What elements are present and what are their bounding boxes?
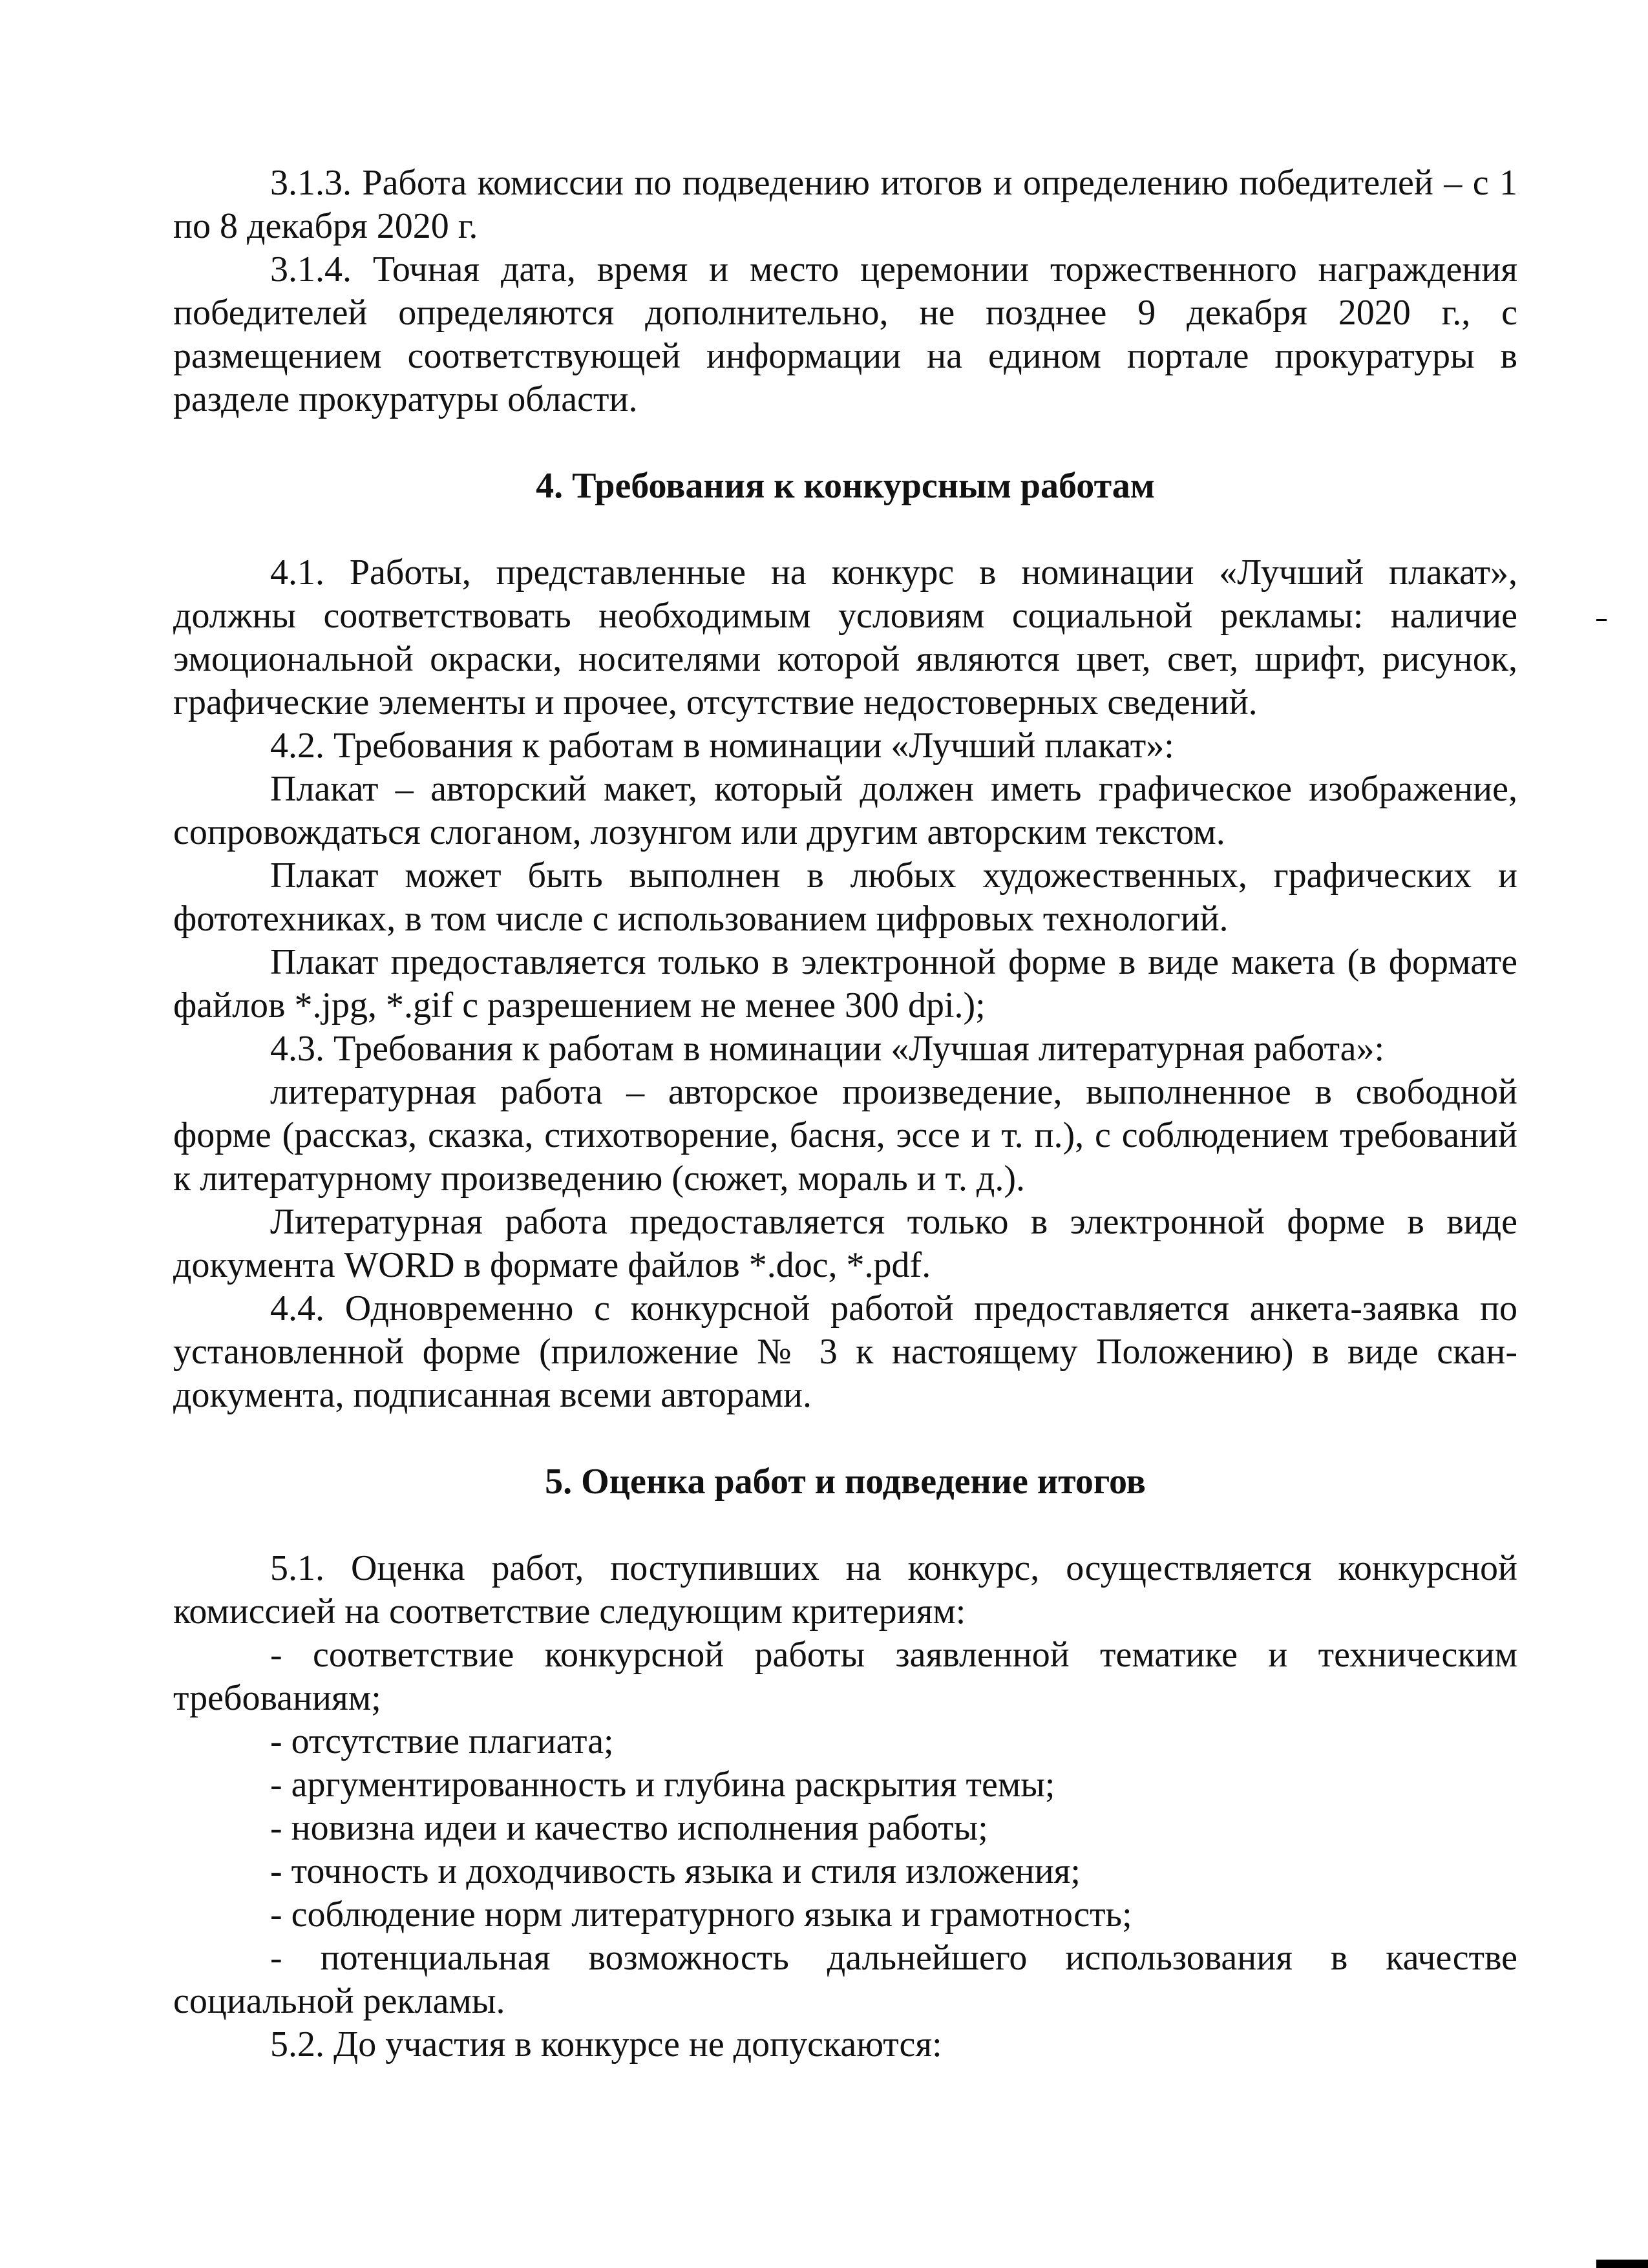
paragraph-3-1-4: 3.1.4. Точная дата, время и место церемонии торжественного награждения победителей определяются дополнительно, не позднее 9 декабря 2020 г., с размещением соответствующей информации на едином портале прокуратуры в разделе прокуратуры области.	[173, 249, 1517, 419]
paragraph-3-1-3: 3.1.3. Работа комиссии по подведению итогов и определению победителей – с 1 по 8 декабря 2020 г.	[173, 163, 1517, 246]
criteria-item: - отсутствие плагиата;	[270, 1721, 614, 1761]
paragraph-4-3-literary-definition: литературная работа – авторское произведение, выполненное в свободной форме (рассказ, сказка, стихотворение, басня, эссе и т. п.), с соблюдением требований к литературному произведению (сюжет, мораль и т. д.).	[173, 1072, 1517, 1199]
paragraph-4-3: 4.3. Требования к работам в номинации «Лучшая литературная работа»:	[270, 1029, 1385, 1069]
criteria-item: - потенциальная возможность дальнейшего использования в качестве социальной рекламы.	[173, 1938, 1517, 2021]
section-4-heading: 4. Требования к конкурсным работам	[536, 466, 1155, 506]
paragraph-4-1: 4.1. Работы, представленные на конкурс в номинации «Лучший плакат», должны соответствовать необходимым условиям социальной рекламы: наличие эмоциональной окраски, носителями которой являются цвет, свет, шрифт, рисунок, графические элементы и прочее, отсутствие недостоверных сведений.	[173, 552, 1517, 722]
section-5-heading: 5. Оценка работ и подведение итогов	[545, 1462, 1146, 1502]
criteria-item: - соблюдение норм литературного языка и грамотность;	[270, 1895, 1132, 1935]
paragraph-4-4: 4.4. Одновременно с конкурсной работой предоставляется анкета-заявка по установленной форме (приложение № 3 к настоящему Положению) в виде скан-документа, подписанная всеми авторами.	[173, 1288, 1517, 1415]
paragraph-4-2-poster-definition: Плакат – авторский макет, который должен иметь графическое изображение, сопровождаться слоганом, лозунгом или другим авторским текстом.	[173, 769, 1517, 852]
criteria-item: - аргументированность и глубина раскрытия темы;	[270, 1765, 1055, 1805]
paragraph-4-2: 4.2. Требования к работам в номинации «Лучший плакат»:	[270, 726, 1174, 766]
criteria-item: - точность и доходчивость языка и стиля изложения;	[270, 1851, 1081, 1891]
document-page	[173, 0, 1517, 2066]
criteria-item: - новизна идеи и качество исполнения работы;	[270, 1808, 988, 1848]
scan-edge-dash	[1596, 619, 1607, 621]
paragraph-5-2: 5.2. До участия в конкурсе не допускаются:	[270, 2024, 942, 2064]
paragraph-4-3-literary-format: Литературная работа предоставляется только в электронной форме в виде документа WORD в формате файлов *.doc, *.pdf.	[173, 1202, 1517, 1285]
paragraph-4-2-poster-techniques: Плакат может быть выполнен в любых художественных, графических и фототехниках, в том числе с использованием цифровых технологий.	[173, 856, 1517, 939]
criteria-item: - соответствие конкурсной работы заявленной тематике и техническим требованиям;	[173, 1635, 1517, 1718]
scan-edge-mark	[1596, 2260, 1648, 2268]
paragraph-4-2-poster-format: Плакат предоставляется только в электронной форме в виде макета (в формате файлов *.jpg, *.gif с разрешением не менее 300 dpi.);	[173, 942, 1517, 1025]
paragraph-5-1: 5.1. Оценка работ, поступивших на конкурс, осуществляется конкурсной комиссией на соответствие следующим критериям:	[173, 1548, 1517, 1632]
